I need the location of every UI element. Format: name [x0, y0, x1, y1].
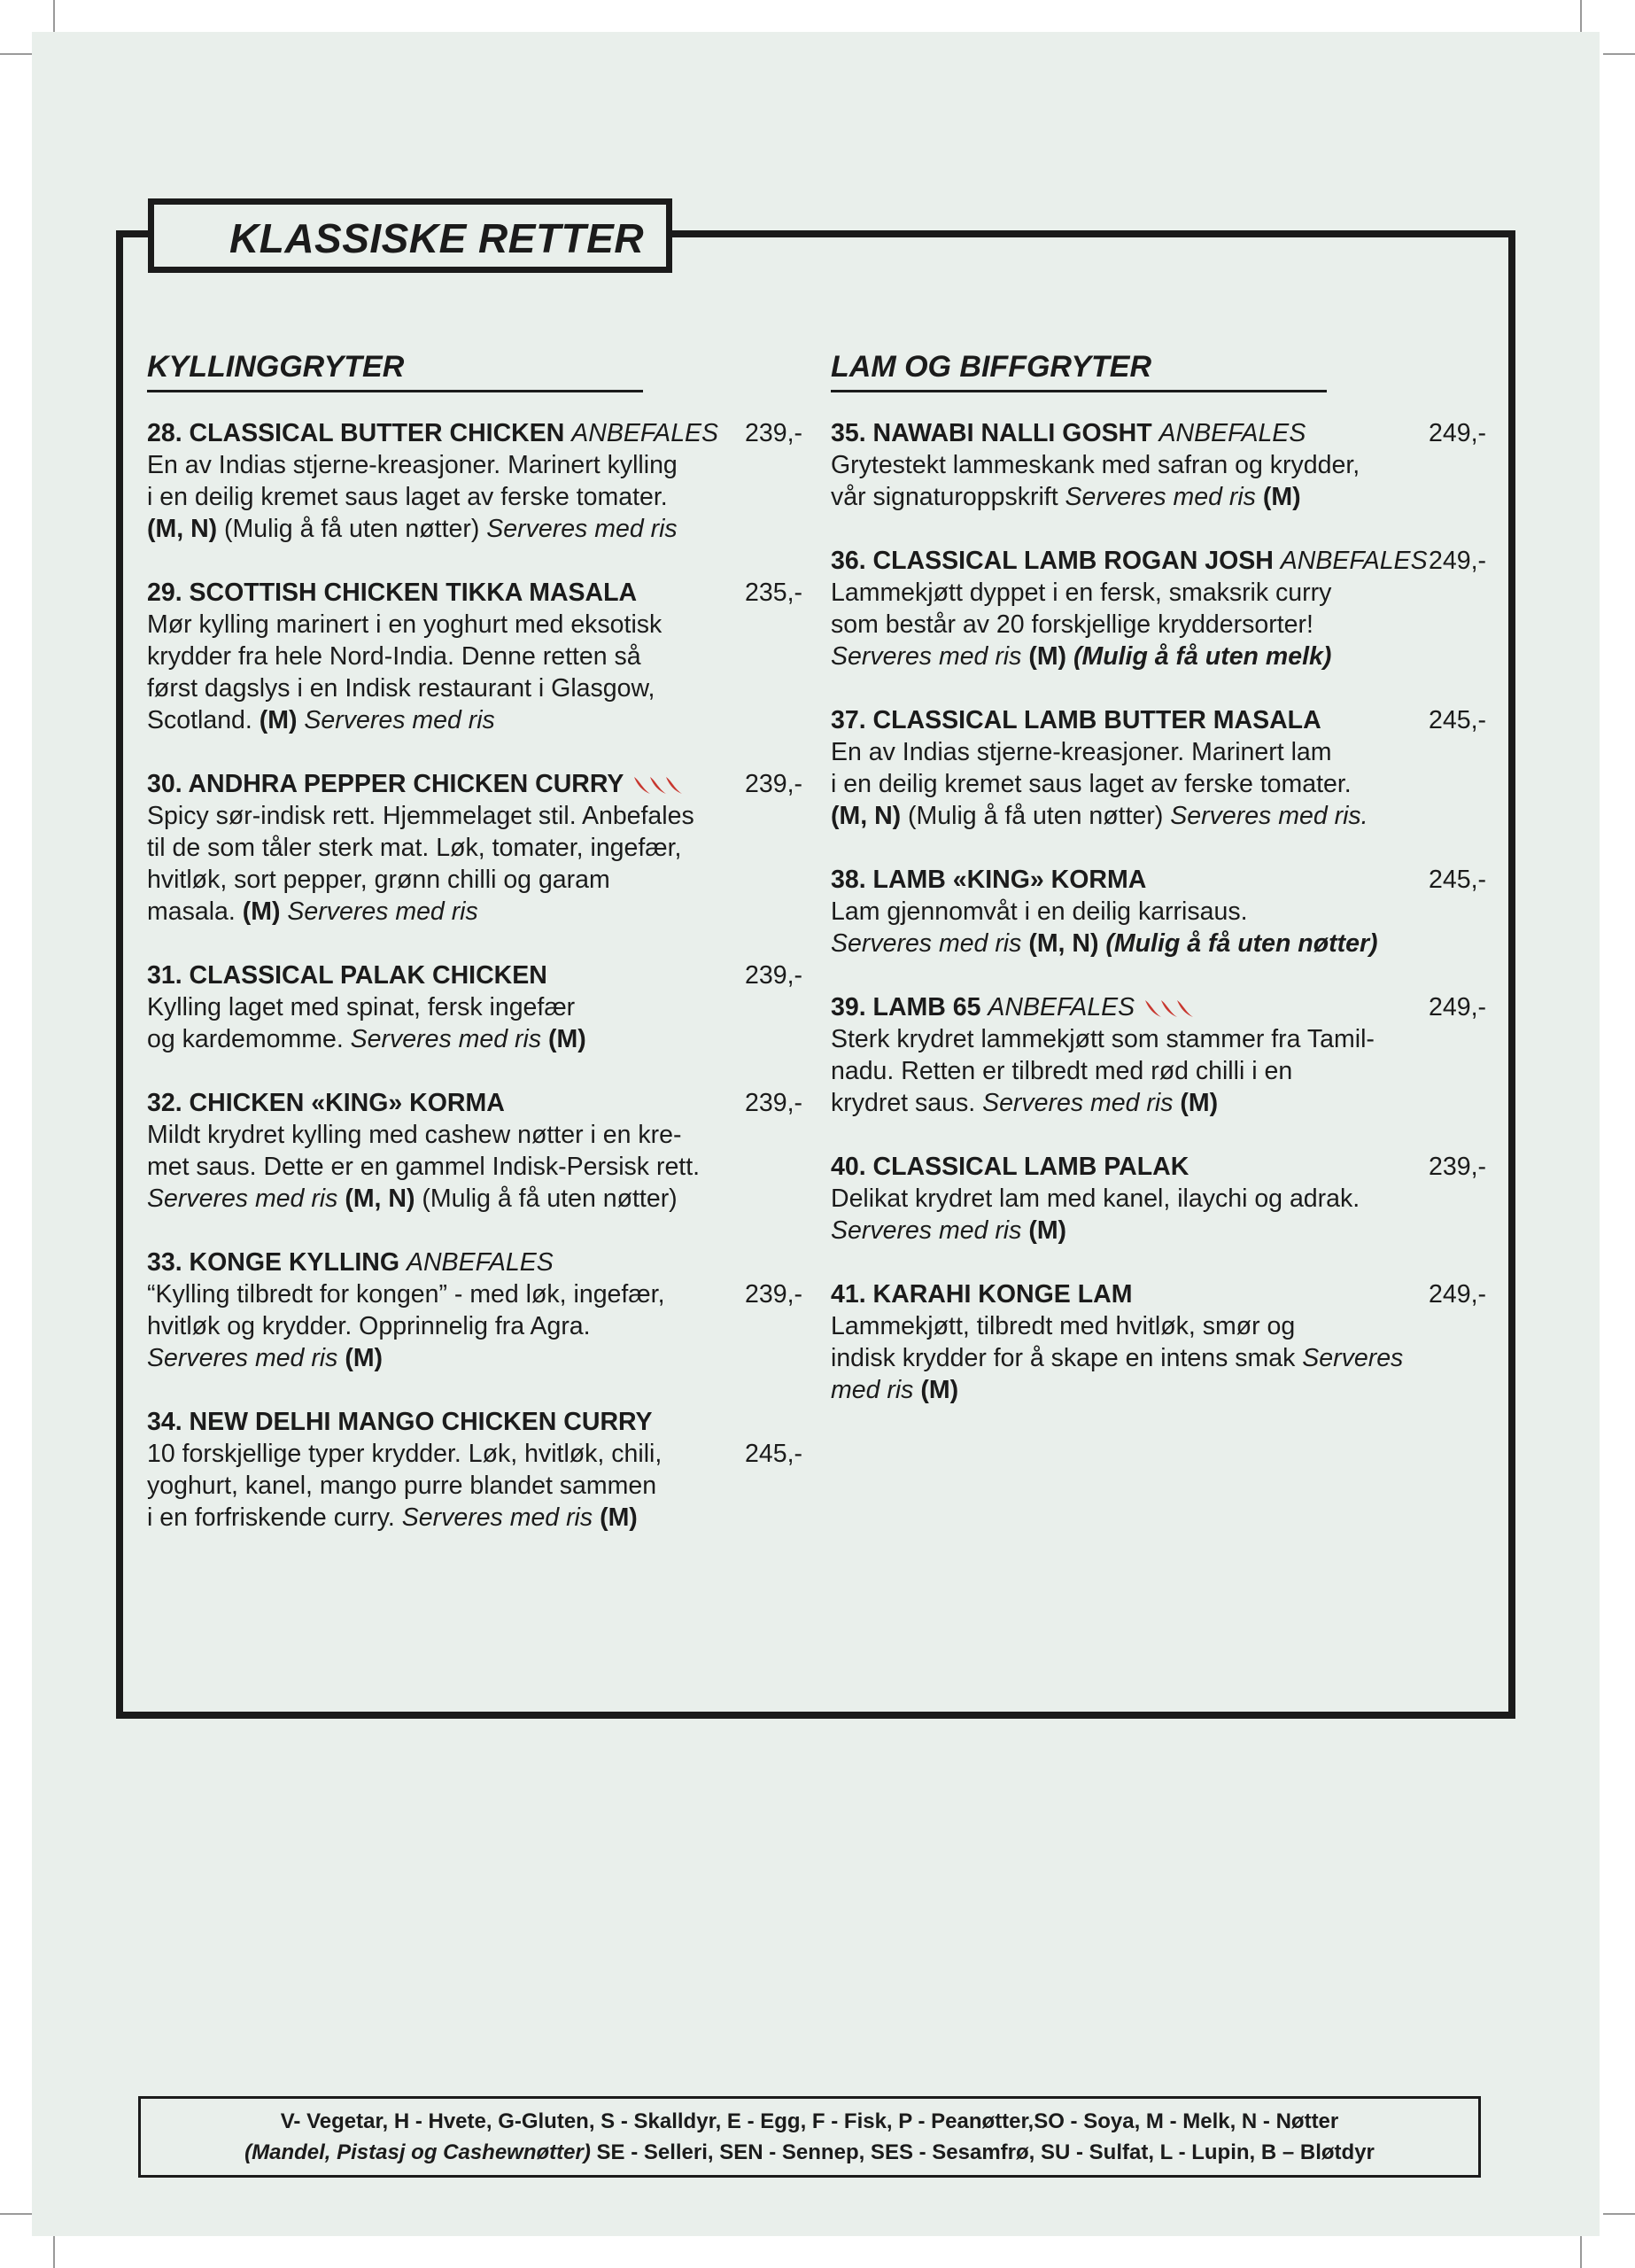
- allergen-code: (M): [913, 1376, 959, 1404]
- item-tag: ANBEFALES: [1158, 419, 1306, 447]
- item-description: [831, 641, 1486, 672]
- item-name: 32. CHICKEN «KING» KORMA: [147, 1089, 505, 1117]
- serving-note: Serveres med ris: [486, 515, 678, 543]
- item-description: “Kylling tilbredt for kongen” - med løk, ingefær,: [147, 1280, 665, 1309]
- item-description: [147, 1342, 802, 1374]
- serving-note: Serveres med ris: [1065, 483, 1256, 511]
- item-description: [831, 800, 1486, 832]
- item-price: 249,-: [1429, 419, 1486, 447]
- item-name: 34. NEW DELHI MANGO CHICKEN CURRY: [147, 1408, 653, 1436]
- item-name: 38. LAMB «KING» KORMA: [831, 866, 1147, 894]
- serving-note: Serveres med ris: [350, 1025, 542, 1053]
- item-description: [147, 513, 802, 545]
- chili-icon: [631, 773, 684, 796]
- item-description: yoghurt, kanel, mango purre blandet sammen: [147, 1472, 657, 1500]
- allergen-code: (M): [541, 1025, 586, 1053]
- serving-note: Serveres med ris: [831, 929, 1022, 958]
- item-note: masala.: [147, 897, 243, 926]
- item-price: 249,-: [1429, 1280, 1486, 1309]
- allergen-code: (M, N): [1021, 929, 1099, 958]
- item-description: [147, 704, 802, 736]
- item-name: 35. NAWABI NALLI GOSHT: [831, 419, 1152, 447]
- legend-line: [141, 2137, 1478, 2168]
- menu-item: [147, 959, 802, 1055]
- item-description: hvitløk, sort pepper, grønn chilli og garam: [147, 866, 610, 894]
- crop-mark: [1580, 2236, 1582, 2268]
- item-description: [831, 481, 1486, 513]
- item-price: 245,-: [745, 1440, 802, 1468]
- item-description: hvitløk og krydder. Opprinnelig fra Agra.: [147, 1312, 591, 1340]
- item-description: Sterk krydret lammekjøtt som stammer fra Tamil-: [831, 1025, 1375, 1053]
- item-price: 239,-: [745, 770, 802, 798]
- item-description: Kylling laget med spinat, fersk ingefær: [147, 993, 576, 1021]
- item-description: [831, 1087, 1486, 1119]
- item-note: krydret saus.: [831, 1089, 983, 1117]
- menu-item: [147, 417, 802, 545]
- serving-note: Serveres med ris: [147, 1184, 338, 1213]
- item-description: Mildt krydret kylling med cashew nøtter i en kre-: [147, 1121, 682, 1149]
- menu-item: [831, 1278, 1486, 1406]
- item-description: [147, 1183, 802, 1215]
- allergen-code: (M): [1021, 1216, 1067, 1245]
- allergen-code: (M): [1021, 642, 1067, 671]
- item-description: Lammekjøtt dyppet i en fersk, smaksrik curry: [831, 579, 1332, 607]
- allergen-code: (M): [337, 1344, 384, 1372]
- legend-line: V- Vegetar, H - Hvete, G-Gluten, S - Skalldyr, E - Egg, F - Fisk, P - Peanøtter,SO - Soya, M - Melk, N - Nøtter: [280, 2109, 1339, 2133]
- item-name: 37. CLASSICAL LAMB BUTTER MASALA: [831, 706, 1321, 734]
- item-description: i en deilig kremet saus laget av ferske tomater.: [831, 770, 1352, 798]
- item-note: indisk krydder for å skape en intens smak: [831, 1344, 1303, 1372]
- menu-item: [147, 768, 802, 928]
- item-description: [147, 1023, 802, 1055]
- item-description: nadu. Retten er tilbredt med rød chilli i en: [831, 1057, 1293, 1085]
- menu-item: [831, 417, 1486, 513]
- allergen-code: (M, N): [147, 515, 218, 543]
- item-description: til de som tåler sterk mat. Løk, tomater, ingefær,: [147, 834, 682, 862]
- crop-mark: [0, 2213, 32, 2215]
- item-description: En av Indias stjerne-kreasjoner. Marinert lam: [831, 738, 1332, 766]
- item-note: (Mulig å få uten nøtter): [901, 802, 1171, 830]
- serving-note: Serveres med ris: [297, 706, 495, 734]
- menu-item: [147, 577, 802, 736]
- crop-mark: [0, 53, 32, 55]
- item-name: 29. SCOTTISH CHICKEN TIKKA MASALA: [147, 579, 638, 607]
- item-note: Scotland.: [147, 706, 260, 734]
- item-note: (Mulig å få uten nøtter): [415, 1184, 678, 1213]
- item-name: 31. CLASSICAL PALAK CHICKEN: [147, 961, 547, 990]
- item-description: Mør kylling marinert i en yoghurt med eksotisk: [147, 610, 663, 639]
- item-description: [831, 1342, 1486, 1374]
- menu-item: [831, 991, 1486, 1119]
- item-note: (Mulig å få uten nøtter): [217, 515, 487, 543]
- serving-note: Serveres med ris: [831, 642, 1022, 671]
- item-tag: ANBEFALES: [406, 1248, 554, 1277]
- item-name: 36. CLASSICAL LAMB ROGAN JOSH: [831, 547, 1274, 575]
- item-note: (Mulig å få uten nøtter): [1098, 929, 1378, 958]
- item-description: En av Indias stjerne-kreasjoner. Marinert kylling: [147, 451, 678, 479]
- item-name: 40. CLASSICAL LAMB PALAK: [831, 1153, 1189, 1181]
- title-box: [148, 198, 672, 273]
- item-tag: ANBEFALES: [988, 993, 1135, 1021]
- item-price: 239,-: [745, 961, 802, 990]
- menu-item: [147, 1087, 802, 1215]
- section-lam-og-biffgryter: [831, 347, 1486, 1438]
- item-price: 239,-: [745, 1280, 802, 1309]
- item-price: 245,-: [1429, 866, 1486, 894]
- item-description: [147, 896, 802, 928]
- section-heading: LAM OG BIFFGRYTER: [831, 347, 1327, 392]
- item-note: og kardemomme.: [147, 1025, 351, 1053]
- item-name: 33. KONGE KYLLING: [147, 1248, 400, 1277]
- item-description: 10 forskjellige typer krydder. Løk, hvitløk, chili,: [147, 1440, 663, 1468]
- item-price: 249,-: [1429, 547, 1486, 575]
- allergen-code: (M, N): [337, 1184, 415, 1213]
- item-note: i en forfriskende curry.: [147, 1503, 402, 1532]
- menu-item: [831, 864, 1486, 959]
- allergen-code: (M): [242, 897, 281, 926]
- serving-note: Serveres med ris.: [1170, 802, 1368, 830]
- page-title: KLASSISKE RETTER: [229, 215, 645, 261]
- legend-note: (Mandel, Pistasj og Cashewnøtter): [244, 2140, 591, 2164]
- item-price: 239,-: [745, 1089, 802, 1117]
- item-name: 41. KARAHI KONGE LAM: [831, 1280, 1133, 1309]
- item-note: vår signaturoppskrift: [831, 483, 1065, 511]
- crop-mark: [1580, 0, 1582, 32]
- serving-note: Serveres med ris: [280, 897, 478, 926]
- item-name: 39. LAMB 65: [831, 993, 981, 1021]
- serving-note: Serveres med ris: [831, 1216, 1022, 1245]
- crop-mark: [53, 0, 55, 32]
- menu-item: [831, 1151, 1486, 1247]
- item-description: [831, 928, 1486, 959]
- item-description: Lam gjennomvåt i en deilig karrisaus.: [831, 897, 1248, 926]
- serving-note: Serveres med ris: [401, 1503, 593, 1532]
- item-name: 30. ANDHRA PEPPER CHICKEN CURRY: [147, 770, 624, 798]
- legend-codes: SE - Selleri, SEN - Sennep, SES - Sesamfrø, SU - Sulfat, L - Lupin, B – Bløtdyr: [590, 2140, 1375, 2164]
- item-description: [831, 1374, 1486, 1406]
- menu-item: [147, 1406, 802, 1534]
- allergen-code: (M): [1255, 483, 1301, 511]
- item-description: Grytestekt lammeskank med safran og krydder,: [831, 451, 1360, 479]
- crop-mark: [1603, 2213, 1635, 2215]
- serving-note: Serveres med ris: [982, 1089, 1174, 1117]
- menu-item: [147, 1247, 802, 1374]
- item-description: [147, 1502, 802, 1534]
- item-description: [831, 1215, 1486, 1247]
- allergen-code: (M): [1173, 1089, 1219, 1117]
- section-kyllinggryter: [147, 347, 802, 1565]
- item-description: Lammekjøtt, tilbredt med hvitløk, smør og: [831, 1312, 1296, 1340]
- item-tag: ANBEFALES: [571, 419, 719, 447]
- item-description: som består av 20 forskjellige kryddersorter!: [831, 610, 1313, 639]
- crop-mark: [1603, 53, 1635, 55]
- item-description: Spicy sør-indisk rett. Hjemmelaget stil. Anbefales: [147, 802, 694, 830]
- allergen-code: (M, N): [831, 802, 902, 830]
- menu-item: [831, 704, 1486, 832]
- crop-mark: [53, 2236, 55, 2268]
- item-price: 249,-: [1429, 993, 1486, 1021]
- allergen-legend: [138, 2096, 1481, 2178]
- item-description: Delikat krydret lam med kanel, ilaychi og adrak.: [831, 1184, 1360, 1213]
- item-description: i en deilig kremet saus laget av ferske tomater.: [147, 483, 668, 511]
- serving-note: Serveres med ris: [147, 1344, 338, 1372]
- section-heading: KYLLINGGRYTER: [147, 347, 643, 392]
- serving-note: Serveres: [1302, 1344, 1404, 1372]
- chili-icon: [1142, 997, 1195, 1020]
- item-description: først dagslys i en Indisk restaurant i Glasgow,: [147, 674, 655, 703]
- item-name: 28. CLASSICAL BUTTER CHICKEN: [147, 419, 565, 447]
- item-tag: ANBEFALES: [1280, 547, 1428, 575]
- allergen-code: (M): [593, 1503, 638, 1532]
- item-price: 235,-: [745, 579, 802, 607]
- item-note: (Mulig å få uten melk): [1066, 642, 1332, 671]
- item-description: krydder fra hele Nord-India. Denne retten så: [147, 642, 641, 671]
- item-price: 239,-: [1429, 1153, 1486, 1181]
- serving-note: med ris: [831, 1376, 914, 1404]
- item-price: 239,-: [745, 419, 802, 447]
- menu-item: [831, 545, 1486, 672]
- item-description: met saus. Dette er en gammel Indisk-Persisk rett.: [147, 1153, 701, 1181]
- item-price: 245,-: [1429, 706, 1486, 734]
- allergen-code: (M): [259, 706, 298, 734]
